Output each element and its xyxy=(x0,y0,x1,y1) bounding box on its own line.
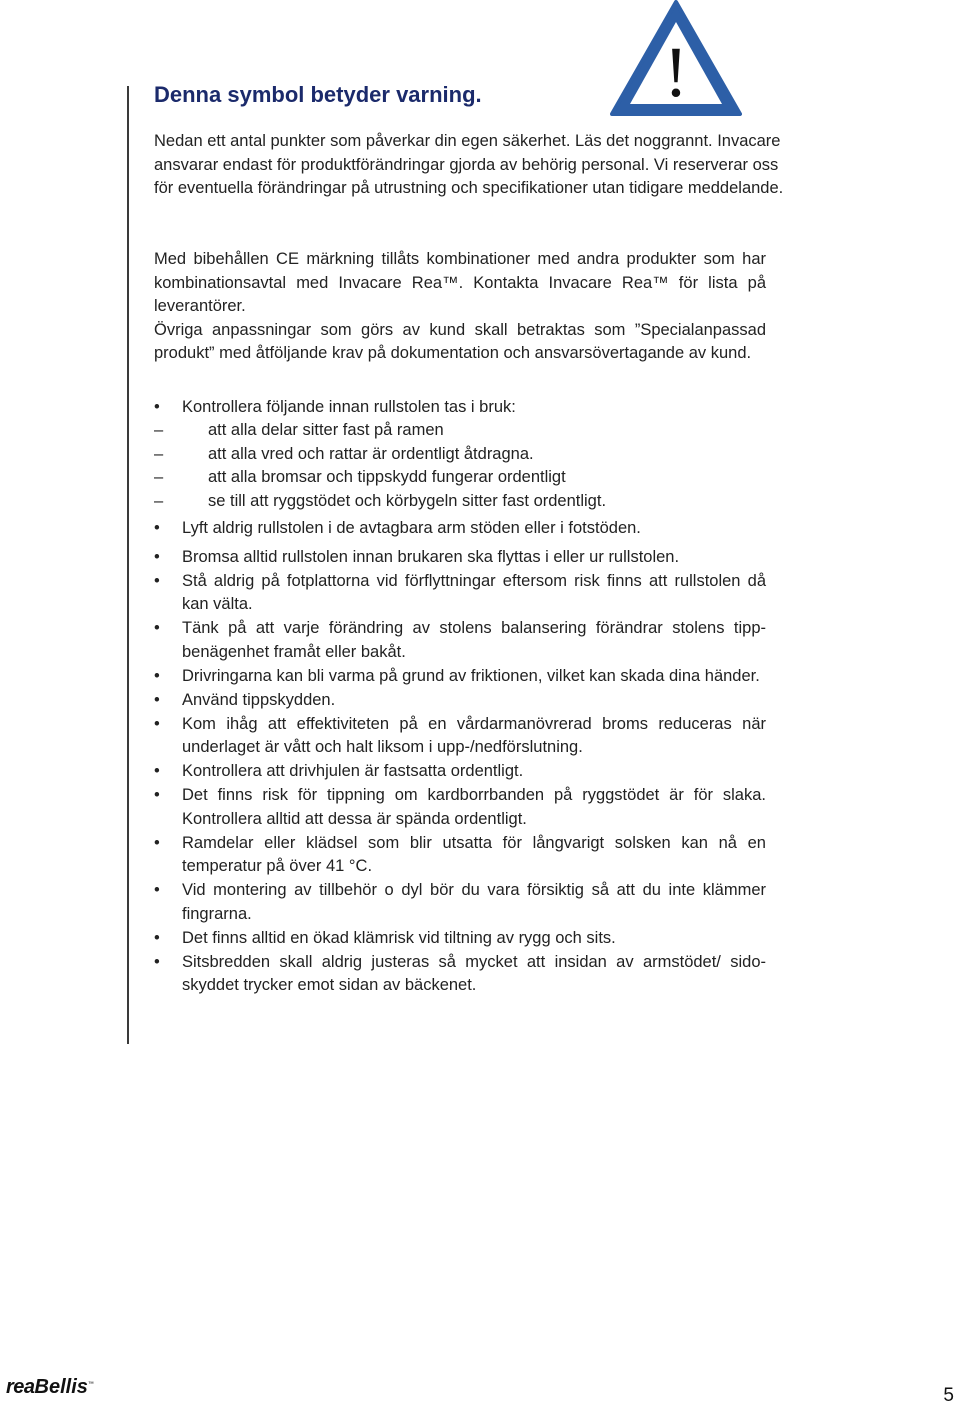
sub-list-item: – att alla vred och rattar är ordentligt åtdragna. xyxy=(154,443,766,467)
intro-paragraph: Nedan ett antal punkter som påverkar din egen säkerhet. Läs det noggrannt. Invacare ansvarar endast för produktförändringar gjorda av behörig personal. Vi reserverar oss för eventuella förändringar på utrustning och specifikationer utan tidigare meddelande. xyxy=(154,132,784,197)
sub-list-item: – se till att ryggstödet och körbygeln sitter fast ordentligt. xyxy=(154,490,766,514)
ce-paragraph: Med bibehållen CE märkning tillåts kombinationer med andra produkter som har kombinationsavtal med Invacare Rea™. Kontakta Invacare Rea™ för lista på leverantörer. xyxy=(154,250,766,315)
list-item: • Det finns risk för tippning om kardborrbanden på ryggstödet är för slaka. Kontrollera alltid att dessa är spända ordentligt. xyxy=(154,784,766,831)
custom-adaptation-paragraph: Övriga anpassningar som görs av kund skall betraktas som ”Specialanpassad produkt” med åtföljande krav på dokumentation och ansvarsövertagande av kund. xyxy=(154,320,766,362)
list-item: • Använd tippskydden. xyxy=(154,689,766,713)
warning-exclamation: ! xyxy=(664,32,688,112)
dash-bullet: – xyxy=(154,468,164,486)
dash-bullet: – xyxy=(154,421,164,439)
list-item: • Stå aldrig på fotplattorna vid förflyttningar eftersom risk finns att rullstolen då kan välta. xyxy=(154,570,766,617)
safety-list xyxy=(154,396,766,998)
logo-trademark: ™ xyxy=(87,1381,94,1388)
list-item: • Drivringarna kan bli varma på grund av friktionen, vilket kan skada dina händer. xyxy=(154,665,766,689)
sub-list-item: – att alla bromsar och tippskydd fungerar ordentligt xyxy=(154,466,766,490)
logo-rea: rea xyxy=(6,1376,35,1398)
list-item: • Kontrollera att drivhjulen är fastsatta ordentligt. xyxy=(154,760,766,784)
dash-bullet: – xyxy=(154,491,164,510)
list-item: • Vid montering av tillbehör o dyl bör du vara försiktig så att du inte klämmer fingrarna. xyxy=(154,879,766,926)
logo-bellis: Bellis xyxy=(34,1376,88,1398)
list-item: • Ramdelar eller klädsel som blir utsatta för långvarigt solsken kan nå en temperatur på över 41 °C. xyxy=(154,832,766,879)
list-item: • Det finns alltid en ökad klämrisk vid tiltning av rygg och sits. xyxy=(154,927,766,951)
page-title: Denna symbol betyder varning. xyxy=(154,82,482,107)
sub-list-item: – att alla delar sitter fast på ramen xyxy=(154,419,766,443)
list-item: • Kom ihåg att effektiviteten på en vårdarmanövrerad broms reduceras när underlaget är vått och halt liksom i upp-/nedförslutning. xyxy=(154,713,766,760)
checklist-sublist xyxy=(154,419,766,513)
rea-bellis-logo xyxy=(6,1376,94,1399)
list-item: • Tänk på att varje förändring av stolens balansering förändrar stolens tipp-benägenhet framåt eller bakåt. xyxy=(154,617,766,664)
dash-bullet: – xyxy=(154,444,164,463)
warning-triangle-icon xyxy=(610,0,742,118)
list-item: • Lyft aldrig rullstolen i de avtagbara arm stöden eller i fotstöden. xyxy=(154,517,766,541)
margin-rule xyxy=(127,86,129,1044)
list-item: • Sitsbredden skall aldrig justeras så mycket att insidan av armstödet/ sido-skyddet trycker emot sidan av bäckenet. xyxy=(154,951,766,998)
page-number: 5 xyxy=(943,1385,954,1406)
list-item: • Bromsa alltid rullstolen innan brukaren ska flyttas i eller ur rullstolen. xyxy=(154,546,766,570)
checklist-lead: Kontrollera följande innan rullstolen tas i bruk: xyxy=(182,397,516,416)
list-item xyxy=(154,396,766,514)
content-body xyxy=(154,248,766,998)
